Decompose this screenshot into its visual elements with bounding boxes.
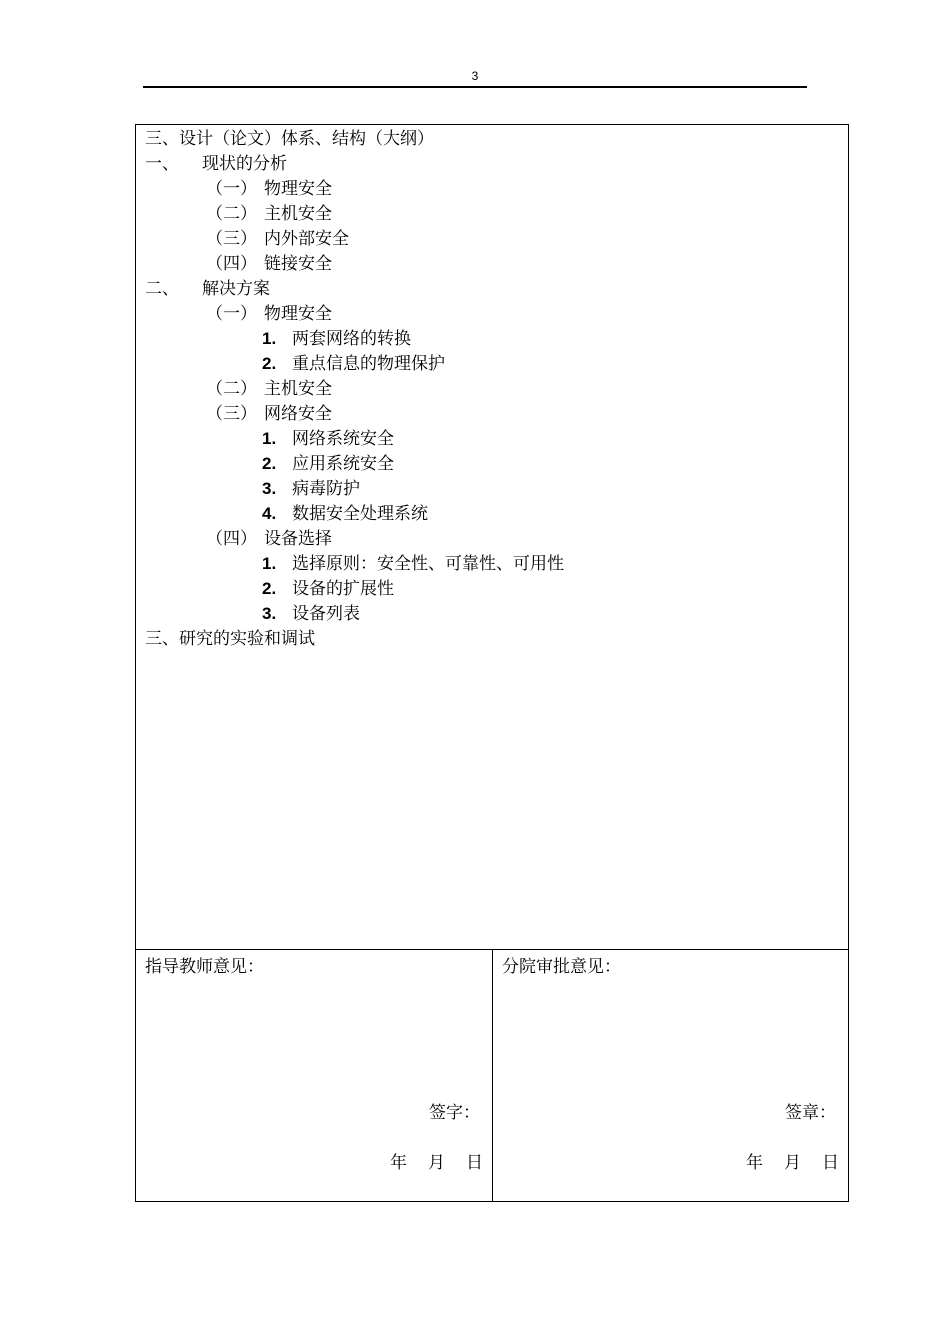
outline-item (206, 202, 332, 226)
outline-closing: 三、研究的实验和调试 (145, 629, 315, 649)
subitem-label: 选择原则：安全性、可靠性、可用性 (292, 554, 564, 574)
item-marker: （三） (206, 404, 257, 424)
section-heading (145, 152, 287, 176)
year-label: 年 (746, 1153, 763, 1173)
outline-subitem (262, 352, 445, 376)
item-label: 主机安全 (264, 204, 332, 224)
outline-item (206, 177, 332, 201)
subitem-number: 1. (262, 429, 277, 448)
day-label: 日 (466, 1153, 483, 1173)
item-label: 网络安全 (264, 404, 332, 424)
header-rule (143, 86, 807, 88)
subitem-number: 2. (262, 354, 277, 373)
item-label: 物理安全 (264, 304, 332, 324)
subitem-label: 数据安全处理系统 (292, 504, 428, 524)
outline-subitem (262, 602, 360, 626)
subitem-label: 重点信息的物理保护 (292, 354, 445, 374)
subitem-label: 两套网络的转换 (292, 329, 411, 349)
advisor-date (390, 1151, 484, 1175)
outline-subitem (262, 452, 394, 476)
section-label: 现状的分析 (202, 154, 287, 174)
outline-title: 三、设计（论文）体系、结构（大纲） (145, 129, 434, 149)
subitem-number: 1. (262, 329, 277, 348)
outline-item (206, 377, 332, 401)
subitem-number: 3. (262, 479, 277, 498)
opinion-table (135, 949, 849, 1202)
item-label: 设备选择 (264, 529, 332, 549)
outline-section (135, 124, 849, 950)
subitem-label: 设备的扩展性 (292, 579, 394, 599)
item-marker: （一） (206, 179, 257, 199)
subitem-label: 设备列表 (292, 604, 360, 624)
department-date (746, 1151, 840, 1175)
outline-subitem (262, 477, 360, 501)
outline-item (206, 227, 349, 251)
department-approval-title: 分院审批意见： (502, 957, 621, 977)
subitem-number: 2. (262, 454, 277, 473)
item-label: 内外部安全 (264, 229, 349, 249)
item-label: 链接安全 (264, 254, 332, 274)
item-marker: （二） (206, 379, 257, 399)
advisor-signature-label: 签字： (429, 1103, 480, 1123)
day-label: 日 (822, 1153, 839, 1173)
outline-item (206, 252, 332, 276)
subitem-number: 3. (262, 604, 277, 623)
section-marker: 一、 (145, 154, 179, 174)
month-label: 月 (428, 1153, 445, 1173)
item-marker: （三） (206, 229, 257, 249)
section-marker: 二、 (145, 279, 179, 299)
month-label: 月 (784, 1153, 801, 1173)
subitem-number: 2. (262, 579, 277, 598)
outline-subitem (262, 577, 394, 601)
advisor-opinion-title: 指导教师意见： (145, 957, 264, 977)
outline-item (206, 302, 332, 326)
item-marker: （二） (206, 204, 257, 224)
outline-item (206, 402, 332, 426)
department-approval-cell[interactable] (493, 950, 848, 1201)
year-label: 年 (390, 1153, 407, 1173)
outline-subitem (262, 502, 428, 526)
subitem-label: 病毒防护 (292, 479, 360, 499)
item-label: 物理安全 (264, 179, 332, 199)
subitem-label: 应用系统安全 (292, 454, 394, 474)
page-number: 3 (471, 69, 479, 83)
item-marker: （四） (206, 254, 257, 274)
section-heading (145, 277, 270, 301)
section-label: 解决方案 (202, 279, 270, 299)
outline-item (206, 527, 332, 551)
subitem-number: 4. (262, 504, 277, 523)
department-seal-label: 签章： (785, 1103, 836, 1123)
item-marker: （一） (206, 304, 257, 324)
outline-subitem (262, 327, 411, 351)
outline-subitem (262, 427, 394, 451)
outline-subitem (262, 552, 564, 576)
item-label: 主机安全 (264, 379, 332, 399)
item-marker: （四） (206, 529, 257, 549)
subitem-label: 网络系统安全 (292, 429, 394, 449)
subitem-number: 1. (262, 554, 277, 573)
advisor-opinion-cell[interactable] (136, 950, 493, 1201)
